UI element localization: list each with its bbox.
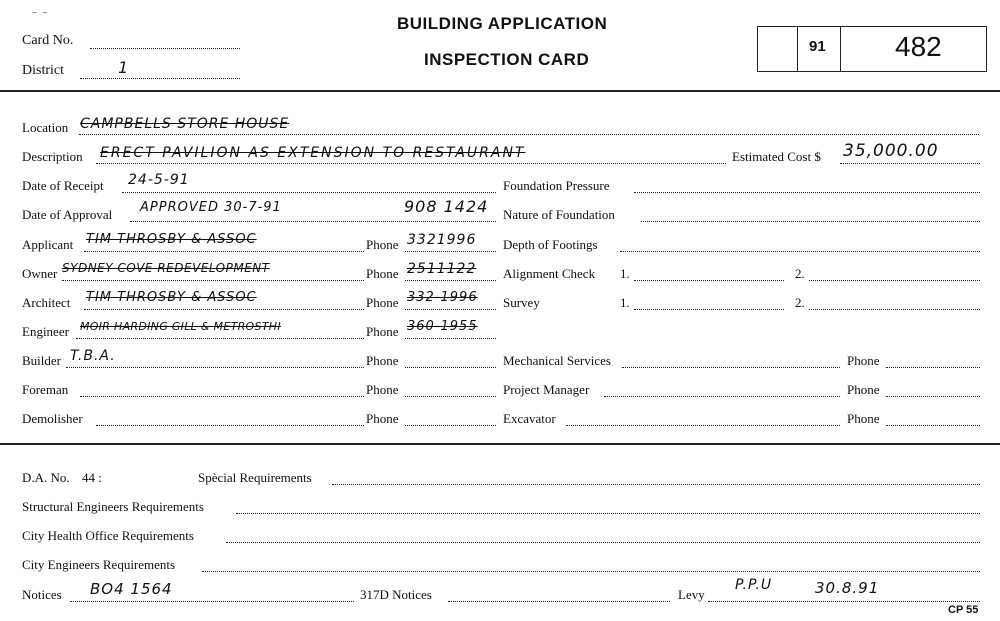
owner-label: Owner (22, 266, 58, 281)
owner-field (62, 280, 364, 281)
notices-317d-label: 317D Notices (360, 587, 432, 602)
special-requirements-field (332, 484, 980, 485)
alignment-check-field-2 (809, 280, 980, 281)
architect-phone-field (405, 309, 496, 310)
owner-phone-label: Phone (366, 266, 399, 281)
builder-phone-field (405, 367, 496, 368)
depth-of-footings-field (620, 251, 980, 252)
district-field (80, 78, 240, 79)
architect-phone-label: Phone (366, 295, 399, 310)
engineer-phone-field (405, 338, 496, 339)
description-field (96, 163, 726, 164)
builder-phone-label: Phone (366, 353, 399, 368)
architect-phone-value: 332-1996 (407, 290, 478, 305)
scribble-mark: ⁻ ⁻ (32, 10, 49, 21)
applicant-phone-value: 3321996 (407, 232, 477, 248)
levy-label: Levy (678, 587, 705, 602)
applicant-label: Applicant (22, 237, 74, 252)
foreman-phone-field (405, 396, 496, 397)
mechanical-services-phone-label: Phone (847, 353, 880, 368)
box-year: 91 (809, 38, 826, 55)
owner-phone-field (405, 280, 496, 281)
date-of-approval-field (130, 221, 496, 222)
engineer-field (76, 338, 364, 339)
applicant-phone-label: Phone (366, 237, 399, 252)
foundation-pressure-label: Foundation Pressure (503, 178, 610, 193)
description-label: Description (22, 149, 83, 164)
box-divider-1 (797, 26, 798, 72)
project-manager-field (604, 396, 840, 397)
engineer-value: MOIR HARDING GILL & METROSTHI (80, 320, 281, 333)
form-title-line2: INSPECTION CARD (424, 50, 590, 69)
survey-number-1: 1. (620, 295, 630, 310)
foundation-pressure-field (634, 192, 980, 193)
estimated-cost-label: Estimated Cost $ (732, 149, 821, 164)
city-health-label: City Health Office Requirements (22, 528, 194, 543)
engineer-label: Engineer (22, 324, 69, 339)
estimated-cost-field (840, 163, 980, 164)
excavator-phone-label: Phone (847, 411, 880, 426)
survey-field-1 (634, 309, 784, 310)
city-engineers-label: City Engineers Requirements (22, 557, 176, 572)
architect-label: Architect (22, 295, 71, 310)
builder-field (66, 367, 364, 368)
levy-value: P.P.U (735, 577, 773, 593)
special-requirements-label: Spècial Requirements (198, 470, 312, 485)
engineer-phone-label: Phone (366, 324, 399, 339)
applicant-phone-field (405, 251, 496, 252)
box-divider-2 (840, 26, 841, 72)
location-value: CAMPBELLS STORE HOUSE (80, 116, 290, 132)
architect-field (84, 309, 364, 310)
da-no-value: 44 : (82, 470, 102, 485)
excavator-label: Excavator (503, 411, 556, 426)
foreman-phone-label: Phone (366, 382, 399, 397)
form-title-line1: BUILDING APPLICATION (397, 14, 608, 33)
card-no-label: Card No. (22, 33, 74, 48)
demolisher-phone-field (405, 425, 496, 426)
date-of-receipt-field (122, 192, 496, 193)
architect-value: TIM THROSBY & ASSOC (86, 290, 257, 305)
excavator-field (566, 425, 840, 426)
levy-date: 30.8.91 (815, 579, 880, 597)
box-number: 482 (895, 31, 942, 62)
estimated-cost-value: 35,000.00 (843, 141, 939, 161)
da-no-label: D.A. No. (22, 470, 70, 485)
project-manager-phone-field (886, 396, 980, 397)
alignment-check-number-2: 2. (795, 266, 805, 281)
date-of-receipt-value: 24-5-91 (128, 172, 190, 188)
demolisher-phone-label: Phone (366, 411, 399, 426)
foreman-label: Foreman (22, 382, 69, 397)
foreman-field (80, 396, 364, 397)
survey-number-2: 2. (795, 295, 805, 310)
notices-317d-field (448, 601, 670, 602)
builder-label: Builder (22, 353, 61, 368)
city-engineers-field (202, 571, 980, 572)
form-code: CP 55 (948, 604, 979, 616)
location-field (79, 134, 979, 135)
nature-of-foundation-field (641, 221, 980, 222)
mechanical-services-phone-field (886, 367, 980, 368)
alignment-check-label: Alignment Check (503, 266, 596, 281)
header-rule (0, 90, 1000, 92)
alignment-check-number-1: 1. (620, 266, 630, 281)
survey-field-2 (809, 309, 980, 310)
owner-phone-value: 2511122 (407, 261, 477, 277)
demolisher-label: Demolisher (22, 411, 83, 426)
card-number-box (757, 26, 987, 72)
mechanical-services-label: Mechanical Services (503, 353, 611, 368)
nature-of-foundation-label: Nature of Foundation (503, 207, 615, 222)
engineer-phone-value: 360-1955 (407, 319, 478, 334)
demolisher-field (96, 425, 364, 426)
approval-ref-number: 908 1424 (404, 197, 489, 216)
owner-value: SYDNEY COVE REDEVELOPMENT (62, 261, 270, 275)
notices-value: BO4 1564 (90, 580, 173, 598)
builder-value: T.B.A. (70, 348, 116, 364)
levy-field (708, 601, 980, 602)
date-of-approval-label: Date of Approval (22, 207, 113, 222)
district-value: 1 (118, 58, 130, 77)
district-label: District (22, 63, 64, 78)
date-of-approval-value: APPROVED 30-7-91 (140, 200, 282, 215)
middle-rule (0, 443, 1000, 445)
applicant-value: TIM THROSBY & ASSOC (86, 232, 257, 247)
project-manager-phone-label: Phone (847, 382, 880, 397)
structural-engineers-field (236, 513, 980, 514)
depth-of-footings-label: Depth of Footings (503, 237, 598, 252)
location-label: Location (22, 120, 69, 135)
mechanical-services-field (622, 367, 840, 368)
notices-label: Notices (22, 587, 62, 602)
applicant-field (84, 251, 364, 252)
excavator-phone-field (886, 425, 980, 426)
survey-label: Survey (503, 295, 540, 310)
city-health-field (226, 542, 980, 543)
alignment-check-field-1 (634, 280, 784, 281)
description-value: ERECT PAVILION AS EXTENSION TO RESTAURANT (100, 145, 526, 161)
card-no-field (90, 48, 240, 49)
date-of-receipt-label: Date of Receipt (22, 178, 104, 193)
project-manager-label: Project Manager (503, 382, 590, 397)
notices-field (70, 601, 354, 602)
structural-engineers-label: Structural Engineers Requirements (22, 499, 204, 514)
